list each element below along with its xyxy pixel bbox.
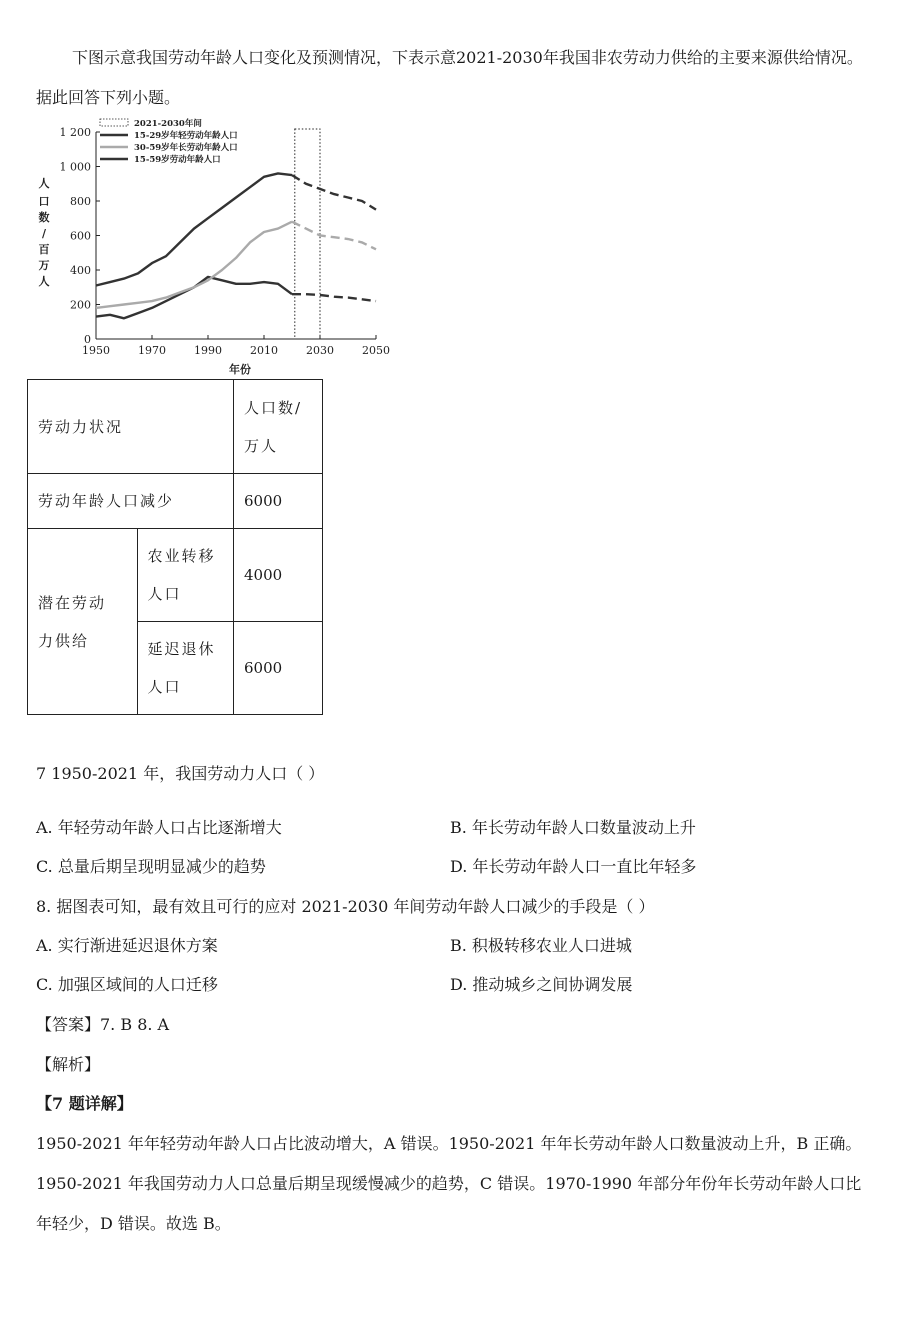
table-row	[28, 474, 323, 529]
x-tick-label: 1950	[82, 344, 110, 357]
series-projection-3	[292, 175, 376, 210]
x-tick-label: 1970	[138, 344, 166, 357]
legend-label-highlight: 2021-2030年间	[134, 119, 202, 129]
question-8-option-c: C. 加强区域间的人口迁移	[36, 975, 218, 994]
x-tick-label: 2010	[250, 344, 278, 357]
y-tick-label: 800	[70, 195, 91, 208]
y-tick-label: 1 200	[59, 126, 91, 139]
y-tick-label: 600	[70, 229, 91, 243]
x-tick-label: 2030	[306, 344, 334, 357]
y-axis-label-6: 万	[38, 259, 50, 272]
table-cell: 劳动年龄人口减少	[28, 474, 234, 529]
series-projection-1	[292, 294, 376, 301]
y-axis-label-4: /	[41, 227, 47, 240]
y-tick-label: 200	[70, 298, 91, 312]
y-axis-label-3: 数	[38, 211, 50, 224]
legend-swatch-highlight	[100, 119, 128, 126]
question-7-option-d: D. 年长劳动年龄人口一直比年轻多	[450, 857, 697, 876]
y-axis-label-2: 口	[38, 195, 50, 208]
series-line-2	[96, 222, 292, 308]
y-axis-label-7: 人	[38, 275, 50, 288]
explanation-paragraph: 1950-2021 年年轻劳动年龄人口占比波动增大，A 错误。1950-2021 年年长劳动年龄人口数量波动上升，B 正确。1950-2021 年我国劳动力人口总量后期呈现缓慢减少的趋势，C 错误。1970-1990 年部分年份年长劳动年龄人口比年轻少，D 错误。故选 B。	[36, 1134, 862, 1233]
intro-paragraph: 下图示意我国劳动年龄人口变化及预测情况，下表示意2021-2030年我国非农劳动力供给的主要来源供给情况。据此回答下列小题。	[36, 48, 863, 107]
x-axis-label: 年份	[229, 363, 251, 376]
table-row	[28, 529, 323, 622]
question-8-stem: 8. 据图表可知，最有效且可行的应对 2021-2030 年间劳动年龄人口减少的手段是（ ）	[36, 897, 655, 916]
series-line-1	[96, 277, 292, 318]
y-axis-label-5: 百	[38, 243, 50, 256]
table-cell: 4000	[234, 529, 323, 622]
question-7-option-c: C. 总量后期呈现明显减少的趋势	[36, 857, 266, 876]
detail-label: 【7 题详解】	[36, 1094, 133, 1113]
table-cell: 6000	[234, 622, 323, 715]
question-8-option-a: A. 实行渐进延迟退休方案	[36, 936, 218, 955]
analysis-label: 【解析】	[36, 1055, 101, 1074]
highlight-period-box	[295, 129, 320, 339]
table-cell: 6000	[234, 474, 323, 529]
legend-label-1: 15-29岁年轻劳动年龄人口	[134, 131, 238, 141]
question-7-option-a: A. 年轻劳动年龄人口占比逐渐增大	[36, 818, 282, 837]
legend-label-3: 15-59岁劳动年龄人口	[134, 155, 221, 165]
series-line-3	[96, 173, 292, 285]
table-cell: 延迟退休人口	[137, 622, 233, 715]
table-group-cell: 潜在劳动力供给	[28, 529, 138, 715]
x-tick-label: 2050	[362, 344, 390, 357]
axes-layer	[60, 126, 391, 357]
question-7-stem: 7 1950-2021 年，我国劳动力人口（ ）	[36, 764, 325, 783]
answer-line: 【答案】7. B 8. A	[36, 1015, 170, 1034]
y-tick-label: 0	[84, 333, 91, 346]
table-header-cell: 人口数/万人	[234, 380, 323, 474]
table-cell: 农业转移人口	[137, 529, 233, 622]
question-8-option-b: B. 积极转移农业人口进城	[450, 936, 632, 955]
question-7-option-b: B. 年长劳动年龄人口数量波动上升	[450, 818, 696, 837]
population-line-chart	[30, 115, 400, 377]
y-tick-label: 1 000	[59, 160, 91, 174]
table-header-row	[28, 380, 323, 474]
chart-legend	[100, 118, 238, 165]
question-8-option-d: D. 推动城乡之间协调发展	[450, 975, 633, 994]
legend-label-2: 30-59岁年长劳动年龄人口	[134, 143, 238, 153]
labor-supply-table	[27, 379, 323, 715]
x-tick-label: 1990	[194, 344, 222, 357]
series-projection-2	[292, 222, 376, 250]
table-header-cell: 劳动力状况	[28, 380, 234, 474]
y-tick-label: 400	[70, 264, 91, 277]
y-axis-label-1: 人	[38, 177, 50, 190]
